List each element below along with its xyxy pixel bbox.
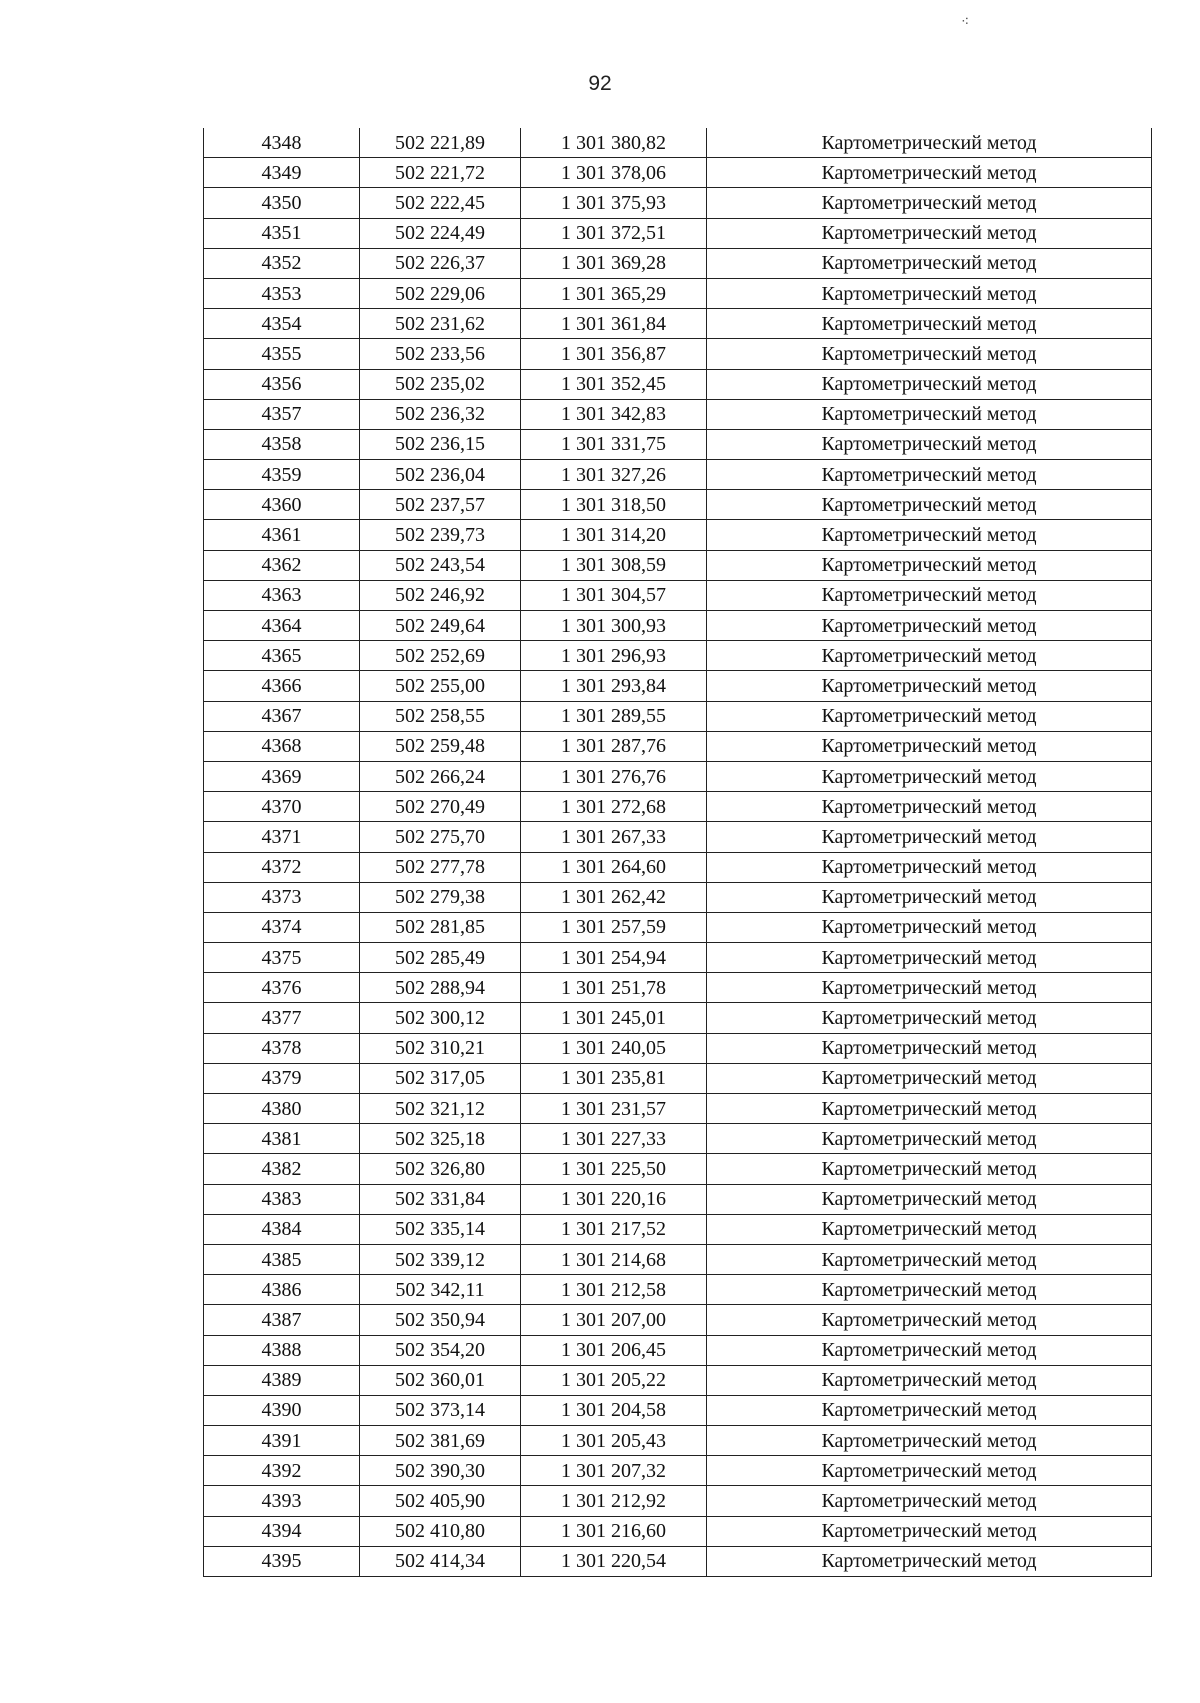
- y-coordinate-cell: 1 301 254,94: [521, 943, 707, 973]
- y-coordinate-cell: 1 301 206,45: [521, 1335, 707, 1365]
- table-row: [204, 490, 1152, 520]
- method-cell: Картометрический метод: [707, 1546, 1152, 1576]
- table-row: [204, 731, 1152, 761]
- x-coordinate-cell: 502 410,80: [360, 1516, 521, 1546]
- method-cell: Картометрический метод: [707, 128, 1152, 158]
- x-coordinate-cell: 502 414,34: [360, 1546, 521, 1576]
- table-row: [204, 158, 1152, 188]
- point-number-cell: 4393: [204, 1486, 360, 1516]
- point-number-cell: 4386: [204, 1275, 360, 1305]
- point-number-cell: 4381: [204, 1124, 360, 1154]
- point-number-cell: 4348: [204, 128, 360, 158]
- point-number-cell: 4377: [204, 1003, 360, 1033]
- y-coordinate-cell: 1 301 331,75: [521, 429, 707, 459]
- x-coordinate-cell: 502 310,21: [360, 1033, 521, 1063]
- x-coordinate-cell: 502 342,11: [360, 1275, 521, 1305]
- table-row: [204, 671, 1152, 701]
- method-cell: Картометрический метод: [707, 1124, 1152, 1154]
- method-cell: Картометрический метод: [707, 1456, 1152, 1486]
- method-cell: Картометрический метод: [707, 1275, 1152, 1305]
- method-cell: Картометрический метод: [707, 1003, 1152, 1033]
- table-row: [204, 128, 1152, 158]
- table-row: [204, 1395, 1152, 1425]
- method-cell: Картометрический метод: [707, 973, 1152, 1003]
- table-row: [204, 580, 1152, 610]
- table-row: [204, 1003, 1152, 1033]
- table-row: [204, 278, 1152, 308]
- x-coordinate-cell: 502 236,04: [360, 460, 521, 490]
- y-coordinate-cell: 1 301 205,22: [521, 1365, 707, 1395]
- method-cell: Картометрический метод: [707, 278, 1152, 308]
- method-cell: Картометрический метод: [707, 1244, 1152, 1274]
- point-number-cell: 4351: [204, 218, 360, 248]
- x-coordinate-cell: 502 231,62: [360, 309, 521, 339]
- table-row: [204, 248, 1152, 278]
- y-coordinate-cell: 1 301 207,32: [521, 1456, 707, 1486]
- x-coordinate-cell: 502 270,49: [360, 792, 521, 822]
- point-number-cell: 4390: [204, 1395, 360, 1425]
- x-coordinate-cell: 502 233,56: [360, 339, 521, 369]
- point-number-cell: 4356: [204, 369, 360, 399]
- table-row: [204, 1456, 1152, 1486]
- x-coordinate-cell: 502 360,01: [360, 1365, 521, 1395]
- table-row: [204, 641, 1152, 671]
- table-row: [204, 761, 1152, 791]
- point-number-cell: 4365: [204, 641, 360, 671]
- method-cell: Картометрический метод: [707, 309, 1152, 339]
- point-number-cell: 4379: [204, 1063, 360, 1093]
- table-row: [204, 1305, 1152, 1335]
- table-row: [204, 309, 1152, 339]
- table-row: [204, 1516, 1152, 1546]
- point-number-cell: 4372: [204, 852, 360, 882]
- point-number-cell: 4373: [204, 882, 360, 912]
- table-row: [204, 1365, 1152, 1395]
- x-coordinate-cell: 502 325,18: [360, 1124, 521, 1154]
- y-coordinate-cell: 1 301 296,93: [521, 641, 707, 671]
- point-number-cell: 4350: [204, 188, 360, 218]
- point-number-cell: 4378: [204, 1033, 360, 1063]
- point-number-cell: 4382: [204, 1154, 360, 1184]
- point-number-cell: 4349: [204, 158, 360, 188]
- y-coordinate-cell: 1 301 308,59: [521, 550, 707, 580]
- point-number-cell: 4362: [204, 550, 360, 580]
- point-number-cell: 4395: [204, 1546, 360, 1576]
- method-cell: Картометрический метод: [707, 1033, 1152, 1063]
- method-cell: Картометрический метод: [707, 1184, 1152, 1214]
- y-coordinate-cell: 1 301 369,28: [521, 248, 707, 278]
- x-coordinate-cell: 502 246,92: [360, 580, 521, 610]
- method-cell: Картометрический метод: [707, 490, 1152, 520]
- x-coordinate-cell: 502 331,84: [360, 1184, 521, 1214]
- point-number-cell: 4387: [204, 1305, 360, 1335]
- point-number-cell: 4367: [204, 701, 360, 731]
- point-number-cell: 4385: [204, 1244, 360, 1274]
- table-row: [204, 1426, 1152, 1456]
- point-number-cell: 4359: [204, 460, 360, 490]
- point-number-cell: 4353: [204, 278, 360, 308]
- table-row: [204, 973, 1152, 1003]
- table-row: [204, 460, 1152, 490]
- method-cell: Картометрический метод: [707, 731, 1152, 761]
- y-coordinate-cell: 1 301 204,58: [521, 1395, 707, 1425]
- y-coordinate-cell: 1 301 304,57: [521, 580, 707, 610]
- point-number-cell: 4361: [204, 520, 360, 550]
- point-number-cell: 4389: [204, 1365, 360, 1395]
- method-cell: Картометрический метод: [707, 611, 1152, 641]
- table-row: [204, 399, 1152, 429]
- table-row: [204, 701, 1152, 731]
- point-number-cell: 4357: [204, 399, 360, 429]
- x-coordinate-cell: 502 373,14: [360, 1395, 521, 1425]
- y-coordinate-cell: 1 301 257,59: [521, 912, 707, 942]
- y-coordinate-cell: 1 301 272,68: [521, 792, 707, 822]
- method-cell: Картометрический метод: [707, 339, 1152, 369]
- x-coordinate-cell: 502 354,20: [360, 1335, 521, 1365]
- y-coordinate-cell: 1 301 207,00: [521, 1305, 707, 1335]
- method-cell: Картометрический метод: [707, 1335, 1152, 1365]
- method-cell: Картометрический метод: [707, 822, 1152, 852]
- x-coordinate-cell: 502 350,94: [360, 1305, 521, 1335]
- point-number-cell: 4375: [204, 943, 360, 973]
- method-cell: Картометрический метод: [707, 761, 1152, 791]
- point-number-cell: 4374: [204, 912, 360, 942]
- x-coordinate-cell: 502 285,49: [360, 943, 521, 973]
- point-number-cell: 4380: [204, 1094, 360, 1124]
- y-coordinate-cell: 1 301 212,58: [521, 1275, 707, 1305]
- y-coordinate-cell: 1 301 365,29: [521, 278, 707, 308]
- y-coordinate-cell: 1 301 314,20: [521, 520, 707, 550]
- table-row: [204, 429, 1152, 459]
- y-coordinate-cell: 1 301 220,54: [521, 1546, 707, 1576]
- x-coordinate-cell: 502 381,69: [360, 1426, 521, 1456]
- point-number-cell: 4369: [204, 761, 360, 791]
- method-cell: Картометрический метод: [707, 1426, 1152, 1456]
- y-coordinate-cell: 1 301 267,33: [521, 822, 707, 852]
- y-coordinate-cell: 1 301 262,42: [521, 882, 707, 912]
- point-number-cell: 4368: [204, 731, 360, 761]
- x-coordinate-cell: 502 279,38: [360, 882, 521, 912]
- point-number-cell: 4355: [204, 339, 360, 369]
- method-cell: Картометрический метод: [707, 1365, 1152, 1395]
- method-cell: Картометрический метод: [707, 701, 1152, 731]
- method-cell: Картометрический метод: [707, 580, 1152, 610]
- method-cell: Картометрический метод: [707, 912, 1152, 942]
- x-coordinate-cell: 502 300,12: [360, 1003, 521, 1033]
- x-coordinate-cell: 502 321,12: [360, 1094, 521, 1124]
- y-coordinate-cell: 1 301 327,26: [521, 460, 707, 490]
- x-coordinate-cell: 502 237,57: [360, 490, 521, 520]
- y-coordinate-cell: 1 301 220,16: [521, 1184, 707, 1214]
- table-row: [204, 852, 1152, 882]
- method-cell: Картометрический метод: [707, 369, 1152, 399]
- table-row: [204, 1275, 1152, 1305]
- x-coordinate-cell: 502 239,73: [360, 520, 521, 550]
- y-coordinate-cell: 1 301 380,82: [521, 128, 707, 158]
- x-coordinate-cell: 502 229,06: [360, 278, 521, 308]
- point-number-cell: 4358: [204, 429, 360, 459]
- method-cell: Картометрический метод: [707, 1154, 1152, 1184]
- method-cell: Картометрический метод: [707, 1214, 1152, 1244]
- x-coordinate-cell: 502 221,89: [360, 128, 521, 158]
- point-number-cell: 4392: [204, 1456, 360, 1486]
- x-coordinate-cell: 502 288,94: [360, 973, 521, 1003]
- method-cell: Картометрический метод: [707, 641, 1152, 671]
- method-cell: Картометрический метод: [707, 852, 1152, 882]
- method-cell: Картометрический метод: [707, 399, 1152, 429]
- point-number-cell: 4366: [204, 671, 360, 701]
- table-row: [204, 1486, 1152, 1516]
- y-coordinate-cell: 1 301 264,60: [521, 852, 707, 882]
- method-cell: Картометрический метод: [707, 158, 1152, 188]
- scan-mark: ⁖: [961, 15, 970, 30]
- method-cell: Картометрический метод: [707, 520, 1152, 550]
- y-coordinate-cell: 1 301 214,68: [521, 1244, 707, 1274]
- y-coordinate-cell: 1 301 300,93: [521, 611, 707, 641]
- method-cell: Картометрический метод: [707, 429, 1152, 459]
- point-number-cell: 4388: [204, 1335, 360, 1365]
- point-number-cell: 4354: [204, 309, 360, 339]
- y-coordinate-cell: 1 301 375,93: [521, 188, 707, 218]
- x-coordinate-cell: 502 317,05: [360, 1063, 521, 1093]
- y-coordinate-cell: 1 301 356,87: [521, 339, 707, 369]
- point-number-cell: 4383: [204, 1184, 360, 1214]
- y-coordinate-cell: 1 301 372,51: [521, 218, 707, 248]
- x-coordinate-cell: 502 390,30: [360, 1456, 521, 1486]
- coordinates-table: [203, 128, 1152, 1577]
- method-cell: Картометрический метод: [707, 1305, 1152, 1335]
- point-number-cell: 4360: [204, 490, 360, 520]
- y-coordinate-cell: 1 301 245,01: [521, 1003, 707, 1033]
- table-row: [204, 1184, 1152, 1214]
- method-cell: Картометрический метод: [707, 1063, 1152, 1093]
- point-number-cell: 4384: [204, 1214, 360, 1244]
- x-coordinate-cell: 502 259,48: [360, 731, 521, 761]
- table-row: [204, 1063, 1152, 1093]
- point-number-cell: 4364: [204, 611, 360, 641]
- page-number: 92: [588, 72, 612, 95]
- x-coordinate-cell: 502 224,49: [360, 218, 521, 248]
- y-coordinate-cell: 1 301 352,45: [521, 369, 707, 399]
- table-row: [204, 550, 1152, 580]
- y-coordinate-cell: 1 301 227,33: [521, 1124, 707, 1154]
- x-coordinate-cell: 502 281,85: [360, 912, 521, 942]
- y-coordinate-cell: 1 301 378,06: [521, 158, 707, 188]
- y-coordinate-cell: 1 301 318,50: [521, 490, 707, 520]
- table-row: [204, 369, 1152, 399]
- y-coordinate-cell: 1 301 289,55: [521, 701, 707, 731]
- table-row: [204, 1154, 1152, 1184]
- table-row: [204, 943, 1152, 973]
- y-coordinate-cell: 1 301 240,05: [521, 1033, 707, 1063]
- point-number-cell: 4352: [204, 248, 360, 278]
- table-row: [204, 339, 1152, 369]
- point-number-cell: 4371: [204, 822, 360, 852]
- y-coordinate-cell: 1 301 235,81: [521, 1063, 707, 1093]
- point-number-cell: 4391: [204, 1426, 360, 1456]
- x-coordinate-cell: 502 266,24: [360, 761, 521, 791]
- table-row: [204, 1214, 1152, 1244]
- x-coordinate-cell: 502 236,32: [360, 399, 521, 429]
- table-row: [204, 822, 1152, 852]
- y-coordinate-cell: 1 301 361,84: [521, 309, 707, 339]
- method-cell: Картометрический метод: [707, 550, 1152, 580]
- method-cell: Картометрический метод: [707, 943, 1152, 973]
- x-coordinate-cell: 502 243,54: [360, 550, 521, 580]
- y-coordinate-cell: 1 301 212,92: [521, 1486, 707, 1516]
- x-coordinate-cell: 502 221,72: [360, 158, 521, 188]
- point-number-cell: 4394: [204, 1516, 360, 1546]
- table-row: [204, 1094, 1152, 1124]
- x-coordinate-cell: 502 252,69: [360, 641, 521, 671]
- point-number-cell: 4370: [204, 792, 360, 822]
- method-cell: Картометрический метод: [707, 218, 1152, 248]
- table-row: [204, 611, 1152, 641]
- table-row: [204, 1124, 1152, 1154]
- table-row: [204, 188, 1152, 218]
- y-coordinate-cell: 1 301 205,43: [521, 1426, 707, 1456]
- method-cell: Картометрический метод: [707, 1395, 1152, 1425]
- y-coordinate-cell: 1 301 287,76: [521, 731, 707, 761]
- y-coordinate-cell: 1 301 293,84: [521, 671, 707, 701]
- table-row: [204, 912, 1152, 942]
- table-row: [204, 520, 1152, 550]
- y-coordinate-cell: 1 301 276,76: [521, 761, 707, 791]
- method-cell: Картометрический метод: [707, 188, 1152, 218]
- method-cell: Картометрический метод: [707, 792, 1152, 822]
- method-cell: Картометрический метод: [707, 1516, 1152, 1546]
- method-cell: Картометрический метод: [707, 460, 1152, 490]
- coordinates-table-body: [204, 128, 1152, 1577]
- x-coordinate-cell: 502 255,00: [360, 671, 521, 701]
- x-coordinate-cell: 502 236,15: [360, 429, 521, 459]
- table-row: [204, 218, 1152, 248]
- table-row: [204, 882, 1152, 912]
- x-coordinate-cell: 502 275,70: [360, 822, 521, 852]
- table-row: [204, 1546, 1152, 1576]
- x-coordinate-cell: 502 335,14: [360, 1214, 521, 1244]
- y-coordinate-cell: 1 301 231,57: [521, 1094, 707, 1124]
- x-coordinate-cell: 502 222,45: [360, 188, 521, 218]
- y-coordinate-cell: 1 301 216,60: [521, 1516, 707, 1546]
- y-coordinate-cell: 1 301 342,83: [521, 399, 707, 429]
- table-row: [204, 1033, 1152, 1063]
- method-cell: Картометрический метод: [707, 671, 1152, 701]
- x-coordinate-cell: 502 249,64: [360, 611, 521, 641]
- method-cell: Картометрический метод: [707, 248, 1152, 278]
- x-coordinate-cell: 502 226,37: [360, 248, 521, 278]
- table-row: [204, 792, 1152, 822]
- y-coordinate-cell: 1 301 251,78: [521, 973, 707, 1003]
- x-coordinate-cell: 502 339,12: [360, 1244, 521, 1274]
- x-coordinate-cell: 502 326,80: [360, 1154, 521, 1184]
- point-number-cell: 4363: [204, 580, 360, 610]
- method-cell: Картометрический метод: [707, 1094, 1152, 1124]
- y-coordinate-cell: 1 301 225,50: [521, 1154, 707, 1184]
- x-coordinate-cell: 502 277,78: [360, 852, 521, 882]
- method-cell: Картометрический метод: [707, 882, 1152, 912]
- table-row: [204, 1335, 1152, 1365]
- method-cell: Картометрический метод: [707, 1486, 1152, 1516]
- x-coordinate-cell: 502 405,90: [360, 1486, 521, 1516]
- x-coordinate-cell: 502 258,55: [360, 701, 521, 731]
- table-row: [204, 1244, 1152, 1274]
- x-coordinate-cell: 502 235,02: [360, 369, 521, 399]
- point-number-cell: 4376: [204, 973, 360, 1003]
- y-coordinate-cell: 1 301 217,52: [521, 1214, 707, 1244]
